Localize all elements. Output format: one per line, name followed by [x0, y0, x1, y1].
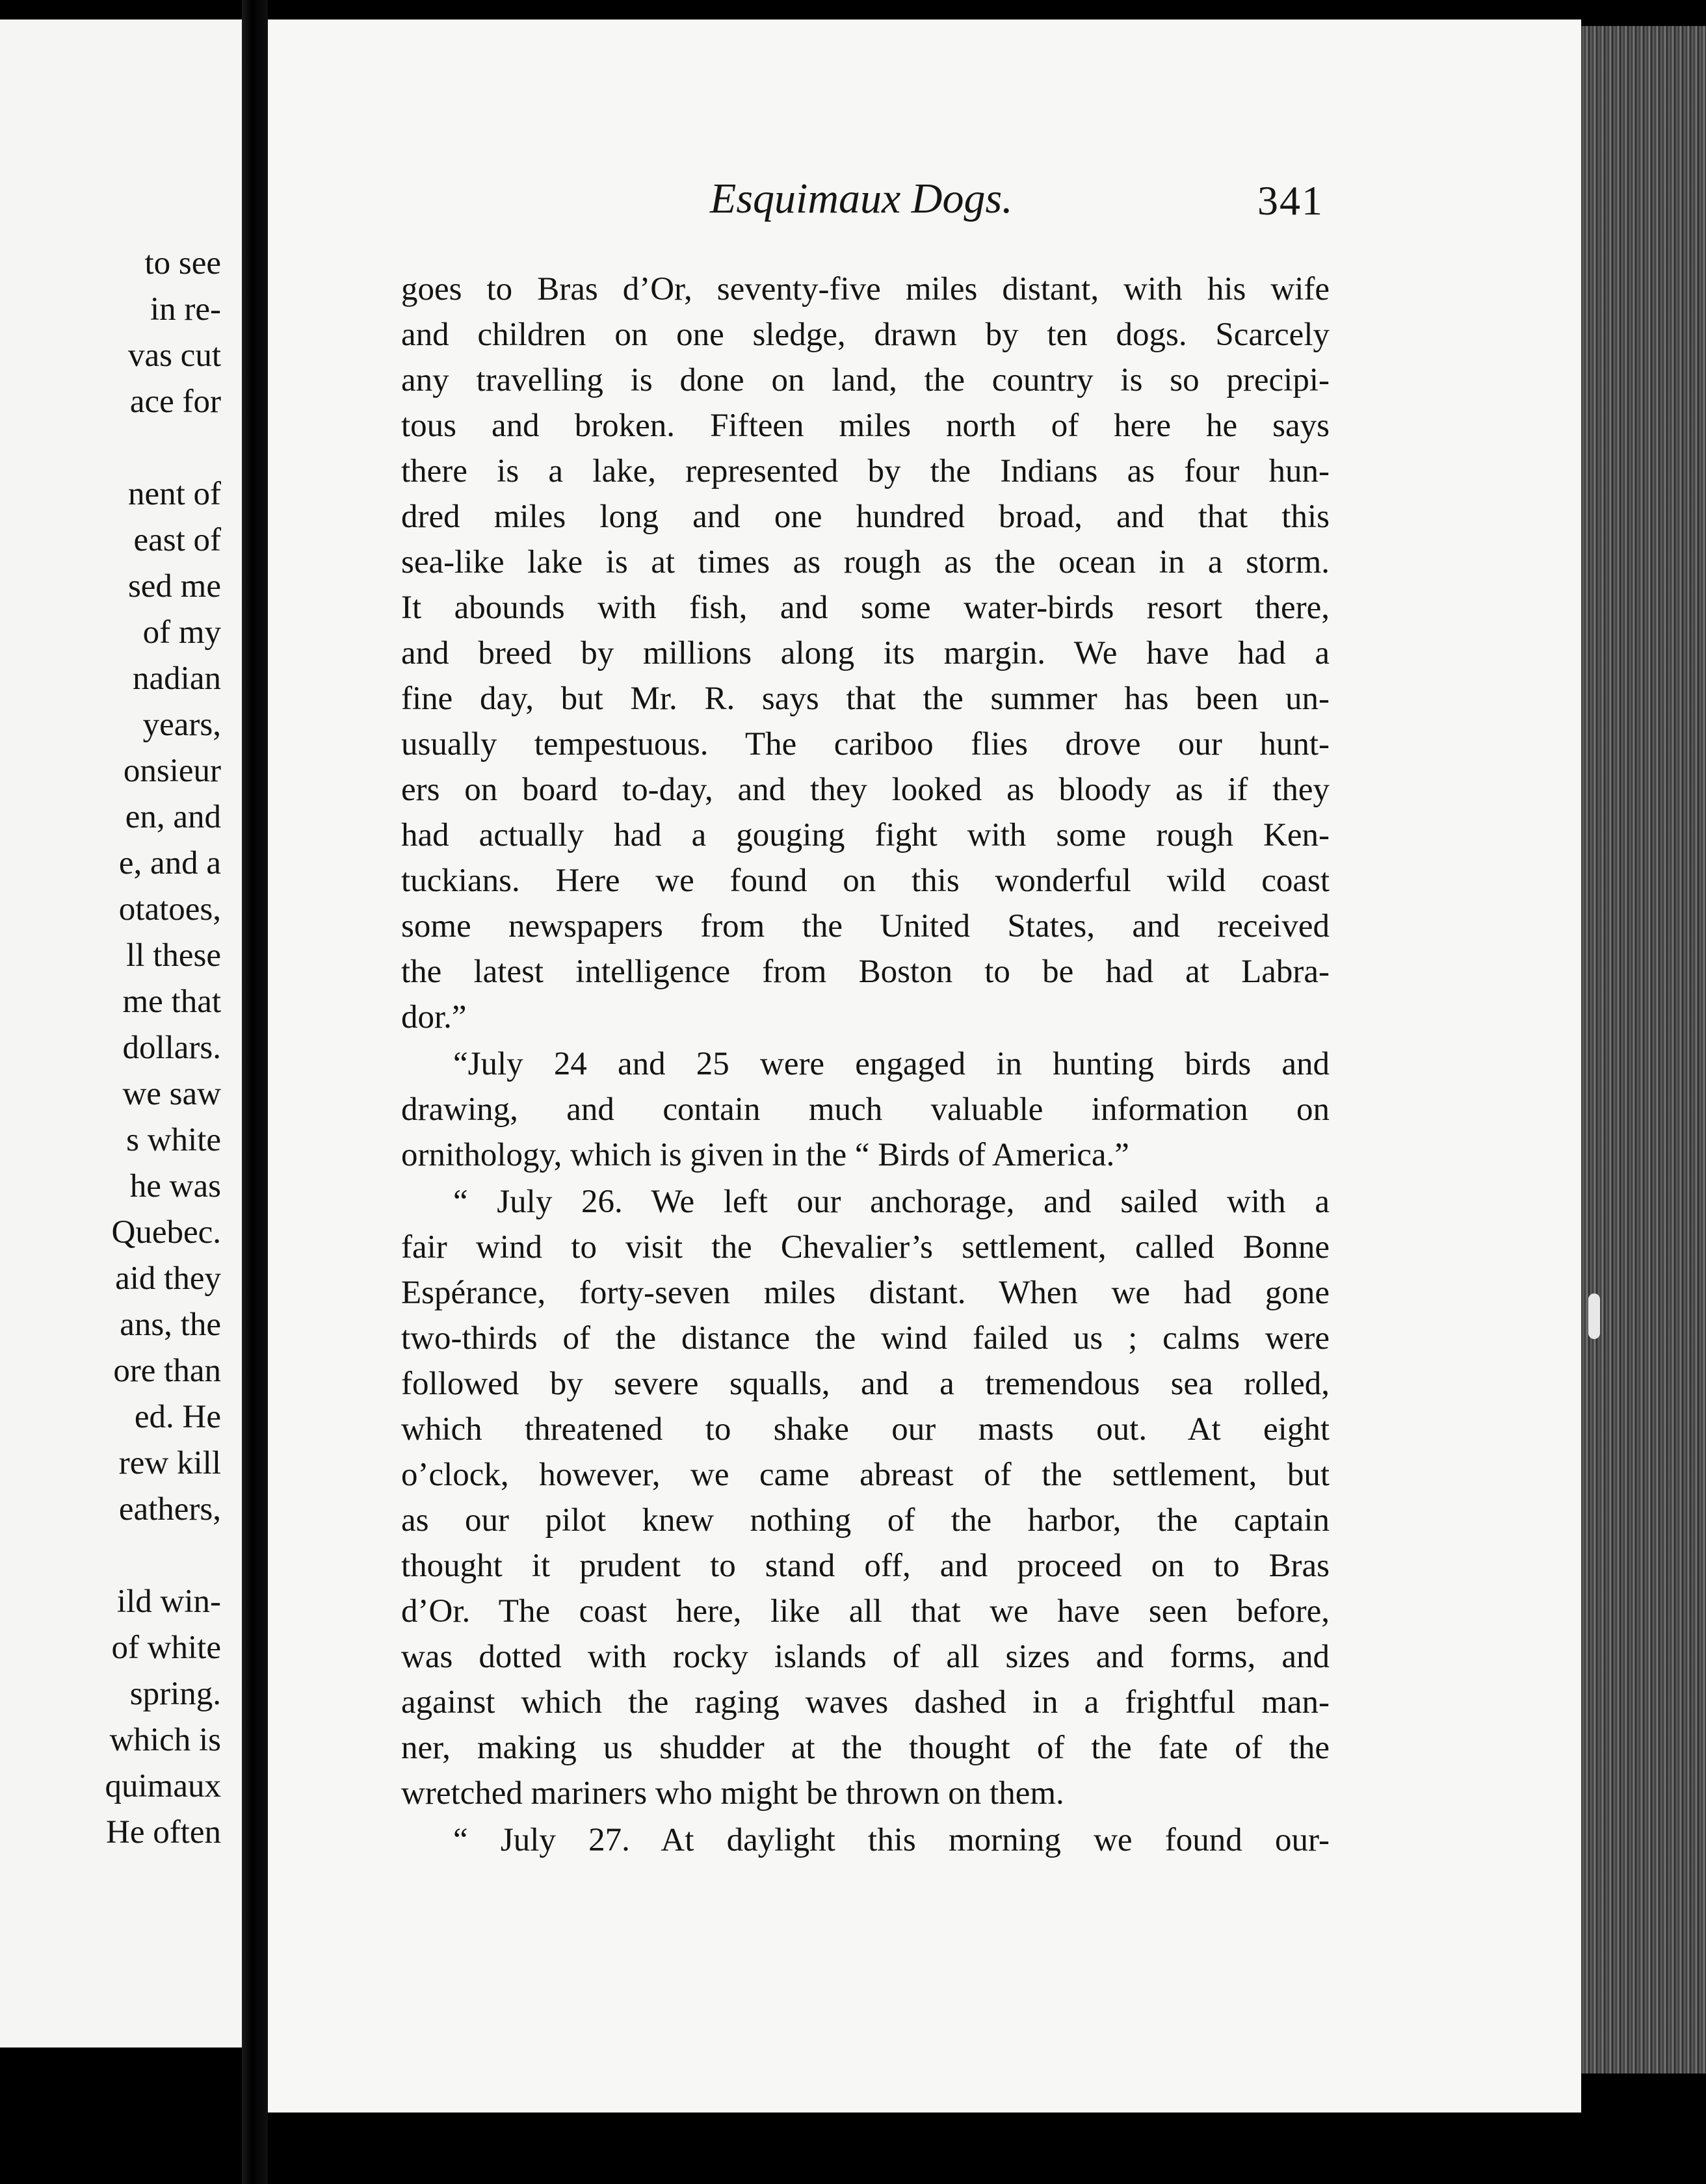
left-page-fragment: onsieur — [123, 753, 221, 789]
left-page-fragment: rew kill — [118, 1445, 221, 1481]
text-line: and breed by millions along its margin. We have had a — [401, 635, 1330, 671]
text-line: sea-like lake is at times as rough as the ocean in a storm. — [401, 544, 1330, 580]
left-page-fragment: ed. He — [134, 1399, 221, 1435]
text-line: usually tempestuous. The cariboo flies drove our hunt- — [401, 726, 1330, 762]
text-line: “ July 27. At daylight this morning we found our- — [453, 1822, 1330, 1858]
text-line: and children on one sledge, drawn by ten dogs. Scarcely — [401, 317, 1330, 353]
left-page-fragment: to see — [144, 245, 221, 281]
left-page-fragment: aid they — [115, 1260, 221, 1297]
left-page-fragment: of my — [142, 614, 221, 651]
left-page-fragment: he was — [129, 1168, 221, 1204]
text-line: thought it prudent to stand off, and proceed on to Bras — [401, 1548, 1330, 1584]
text-line: tous and broken. Fifteen miles north of here he says — [401, 408, 1330, 444]
text-line: against which the raging waves dashed in a frightful man- — [401, 1684, 1330, 1721]
text-line: fine day, but Mr. R. says that the summer has been un- — [401, 681, 1330, 717]
text-line: goes to Bras d’Or, seventy-five miles distant, with his wife — [401, 271, 1330, 307]
text-line: as our pilot knew nothing of the harbor, the captain — [401, 1502, 1330, 1539]
left-page-fragment: Quebec. — [111, 1214, 221, 1251]
left-page-fragment — [105, 425, 221, 471]
text-line: dred miles long and one hundred broad, and that this — [401, 499, 1330, 535]
left-page-fragment: He often — [105, 1814, 221, 1851]
left-page-fragment: east of — [133, 522, 221, 558]
left-page-fragment: which is — [109, 1722, 221, 1758]
text-line: there is a lake, represented by the Indians as four hun- — [401, 453, 1330, 489]
left-page-fragment: ace for — [129, 384, 221, 420]
left-facing-page — [0, 20, 242, 2048]
left-page-fragment: ll these — [126, 937, 221, 974]
text-line: o’clock, however, we came abreast of the settlement, but — [401, 1457, 1330, 1493]
text-line: drawing, and contain much valuable information on — [401, 1091, 1330, 1128]
left-page-fragment: quimaux — [105, 1768, 221, 1804]
text-line: Espérance, forty-seven miles distant. When we had gone — [401, 1275, 1330, 1311]
text-line: ner, making us shudder at the thought of the fate of the — [401, 1730, 1330, 1766]
running-head — [268, 168, 1581, 233]
left-page-fragment: nent of — [127, 476, 221, 512]
left-page-fragment: eathers, — [118, 1491, 221, 1528]
text-line: “July 24 and 25 were engaged in hunting birds and — [453, 1046, 1330, 1082]
book-gutter — [242, 0, 268, 2184]
left-page-fragment: sed me — [127, 568, 221, 604]
left-page-fragment: otatoes, — [118, 891, 221, 928]
text-line: the latest intelligence from Boston to be had at Labra- — [401, 954, 1330, 990]
text-line: was dotted with rocky islands of all sizes and forms, and — [401, 1639, 1330, 1675]
text-line: which threatened to shake our masts out. At eight — [401, 1411, 1330, 1448]
left-page-fragment — [105, 1533, 221, 1579]
left-page-fragment: ans, the — [120, 1306, 221, 1343]
left-page-fragment: me that — [122, 983, 221, 1020]
text-line: had actually had a gouging fight with some rough Ken- — [401, 817, 1330, 853]
left-page-fragment: ore than — [113, 1353, 221, 1389]
left-page-fragment: of white — [111, 1630, 221, 1666]
running-title: Esquimaux Dogs. — [710, 175, 1013, 222]
paragraph-1 — [401, 266, 1330, 1040]
right-page — [268, 20, 1581, 2112]
text-line: dor.” — [401, 999, 467, 1035]
body-text — [401, 266, 1330, 1863]
text-line: ers on board to-day, and they looked as bloody as if they — [401, 772, 1330, 808]
left-page-fragment: en, and — [125, 799, 221, 835]
left-page-fragment: dollars. — [122, 1030, 221, 1066]
text-line: tuckians. Here we found on this wonderful wild coast — [401, 863, 1330, 899]
page-edge-mark — [1588, 1294, 1600, 1339]
left-page-fragment: years, — [142, 707, 221, 743]
left-page-fragment: in re- — [150, 291, 221, 328]
text-line: followed by severe squalls, and a tremendous sea rolled, — [401, 1366, 1330, 1402]
left-page-fragment: spring. — [129, 1676, 221, 1712]
page-edges — [1581, 26, 1706, 2074]
paragraph-2 — [401, 1041, 1330, 1178]
text-line: two-thirds of the distance the wind failed us ; calms were — [401, 1320, 1330, 1357]
left-page-fragment: vas cut — [127, 337, 221, 374]
text-line: any travelling is done on land, the country is so precipi- — [401, 362, 1330, 398]
left-page-fragment: s white — [126, 1122, 221, 1158]
text-line: “ July 26. We left our anchorage, and sailed with a — [453, 1184, 1330, 1220]
left-page-fragment: nadian — [133, 660, 221, 697]
text-line: ornithology, which is given in the “ Birds of America.” — [401, 1137, 1129, 1173]
left-page-fragment: we saw — [122, 1076, 221, 1112]
text-line: d’Or. The coast here, like all that we have seen before, — [401, 1593, 1330, 1630]
left-page-fragment: e, and a — [118, 845, 221, 881]
text-line: It abounds with fish, and some water-birds resort there, — [401, 590, 1330, 626]
text-line: fair wind to visit the Chevalier’s settlement, called Bonne — [401, 1229, 1330, 1266]
text-line: wretched mariners who might be thrown on them. — [401, 1775, 1064, 1812]
page-number: 341 — [1257, 177, 1324, 224]
paragraph-3 — [401, 1179, 1330, 1816]
text-line: some newspapers from the United States, and received — [401, 908, 1330, 944]
paragraph-4 — [401, 1817, 1330, 1863]
left-page-fragment: ild win- — [116, 1583, 221, 1620]
left-page-text-fragments — [105, 240, 221, 1856]
